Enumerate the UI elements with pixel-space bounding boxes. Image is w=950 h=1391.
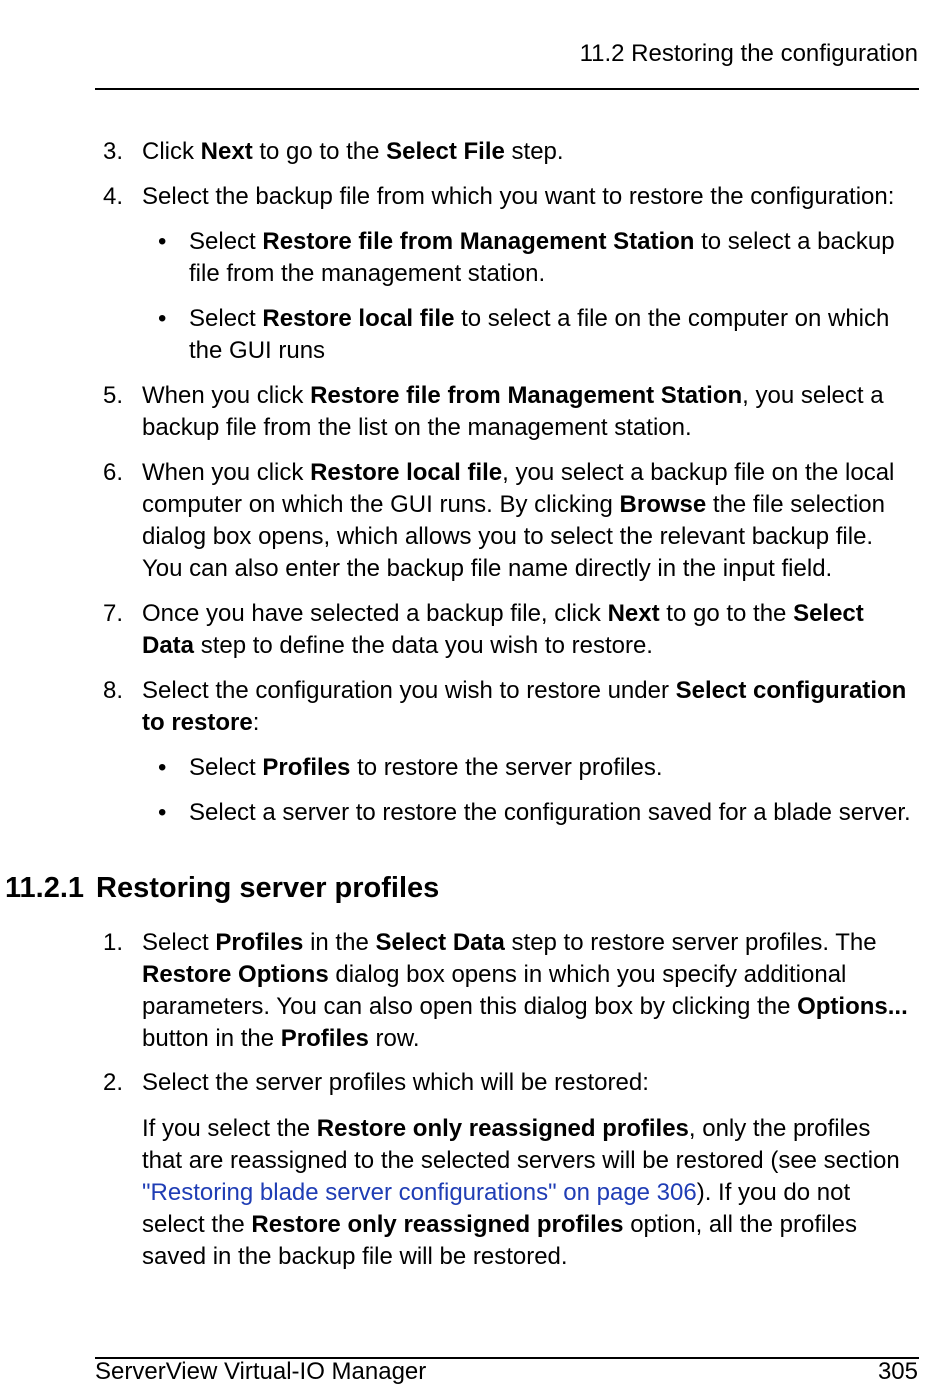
step-text: parameters. You can also open this dialog box by clicking the Options...: [142, 993, 908, 1020]
bullet-text: file from the management station.: [189, 260, 546, 287]
paragraph-text: that are reassigned to the selected servers will be restored (see section: [142, 1147, 900, 1174]
step-number: 8.: [103, 677, 124, 704]
paragraph-text: select the Restore only reassigned profiles option, all the profiles: [142, 1211, 858, 1238]
footer-product: ServerView Virtual-IO Manager: [95, 1358, 427, 1385]
step-text: Once you have selected a backup file, click Next to go to the Select: [142, 600, 864, 627]
paragraph-text: If you select the Restore only reassigned profiles, only the profiles: [142, 1115, 871, 1142]
header-rule: [95, 88, 919, 90]
step-text: Select the server profiles which will be restored:: [142, 1069, 649, 1096]
bullet-marker: •: [158, 228, 167, 255]
section-heading: [5, 872, 439, 905]
section-number: 11.2.1: [5, 872, 85, 904]
step-text: Data step to define the data you wish to restore.: [142, 632, 653, 659]
step-text: When you click Restore local file, you select a backup file on the local: [142, 459, 895, 486]
step-text: computer on which the GUI runs. By clicking Browse the file selection: [142, 491, 886, 518]
bullet-text: Select Profiles to restore the server profiles.: [189, 754, 663, 781]
cross-reference-link[interactable]: "Restoring blade server configurations" on page 306: [142, 1179, 697, 1206]
step-number: 6.: [103, 459, 124, 486]
step-text: Select Profiles in the Select Data step to restore server profiles. The: [142, 929, 877, 956]
step-number: 5.: [103, 382, 124, 409]
step-text: Select the backup file from which you want to restore the configuration:: [142, 183, 895, 210]
step-text: button in the Profiles row.: [142, 1025, 420, 1052]
step-number: 1.: [103, 929, 124, 956]
section-title: Restoring server profiles: [96, 872, 440, 904]
step-text: You can also enter the backup file name directly in the input field.: [142, 555, 833, 582]
step-number: 4.: [103, 183, 124, 210]
paragraph-text: "Restoring blade server configurations" on page 306). If you do not: [142, 1179, 851, 1206]
bullet-text: Select a server to restore the configuration saved for a blade server.: [189, 799, 911, 826]
step-number: 2.: [103, 1069, 124, 1096]
step-text: to restore:: [142, 709, 260, 736]
bullet-text: the GUI runs: [189, 337, 326, 364]
step-text: Select the configuration you wish to restore under Select configuration: [142, 677, 907, 704]
bullet-marker: •: [158, 305, 167, 332]
bullet-text: Select Restore local file to select a file on the computer on which: [189, 305, 890, 332]
step-number: 3.: [103, 138, 124, 165]
paragraph-text: saved in the backup file will be restored.: [142, 1243, 568, 1270]
bullet-marker: •: [158, 754, 167, 781]
bullet-marker: •: [158, 799, 167, 826]
step-text: Click Next to go to the Select File step.: [142, 138, 564, 165]
step-text: dialog box opens, which allows you to select the relevant backup file.: [142, 523, 874, 550]
step-number: 7.: [103, 600, 124, 627]
running-header: 11.2 Restoring the configuration: [579, 40, 918, 67]
page-number: 305: [877, 1358, 918, 1385]
step-text: When you click Restore file from Management Station, you select a: [142, 382, 884, 409]
step-text: Restore Options dialog box opens in which you specify additional: [142, 961, 847, 988]
bullet-text: Select Restore file from Management Station to select a backup: [189, 228, 895, 255]
step-text: backup file from the list on the management station.: [142, 414, 692, 441]
